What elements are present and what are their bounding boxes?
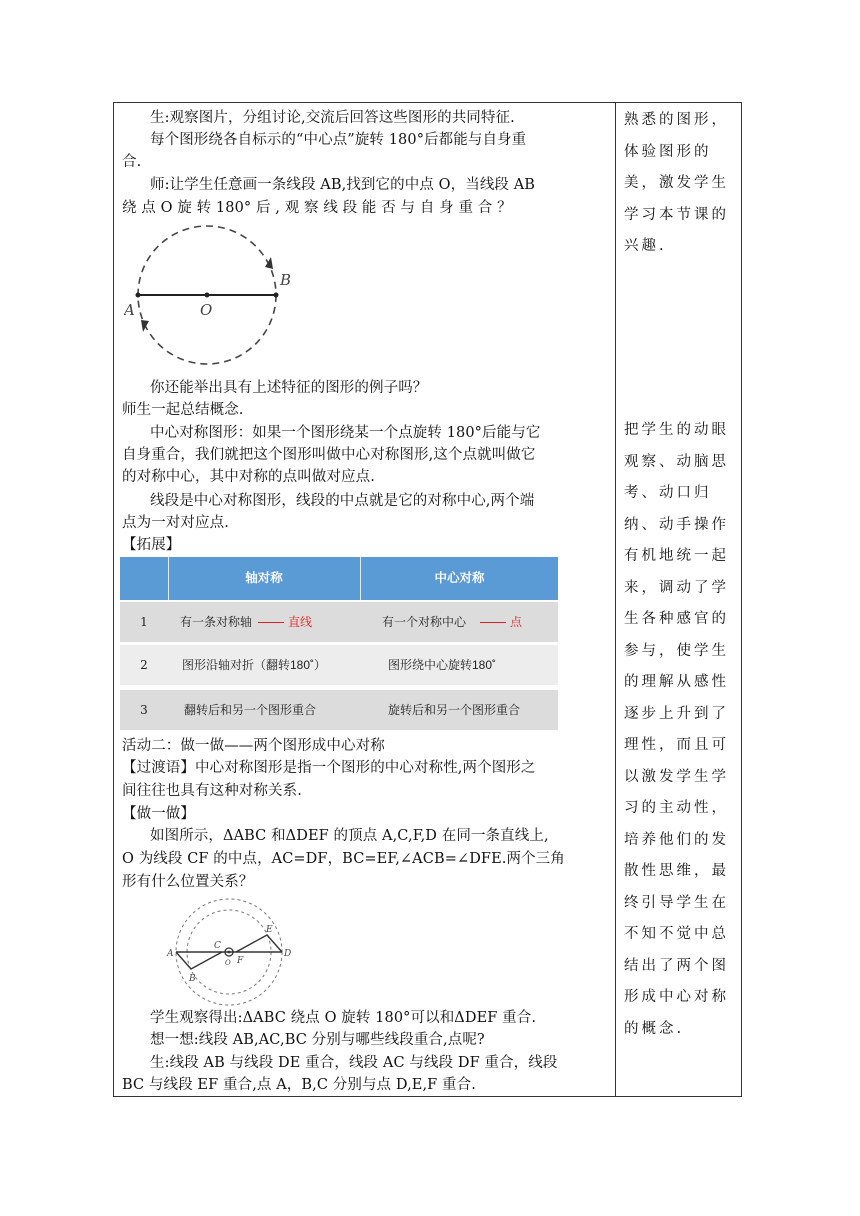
- paragraph: 自身重合，我们就把这个图形叫做中心对称图形,这个点就叫做它: [122, 447, 536, 463]
- paragraph: 间往往也具有这种对称关系.: [122, 783, 302, 799]
- notes-column: [616, 103, 742, 1096]
- table-row: 1 有一条对称轴 直线 有一个对称中心 点: [120, 602, 558, 642]
- paragraph: 中心对称图形：如果一个图形绕某一个点旋转 180°后能与它: [150, 425, 541, 441]
- paragraph: 每个图形绕各自标示的“中心点”旋转 180°后都能与自身重: [150, 132, 527, 148]
- header-axial: 轴对称: [245, 571, 283, 585]
- design-note: 把学生的动眼观察、动脑思考、动口归纳、动手操作有机地统一起来，调动了学生各种感官的参与，使学生的理解从感性逐步上升到了理性，而且可以激发学生学习的主动性，培养他们的发散性思维，最终引导学生在不知不觉中总结出了两个图形成中心对称的概念.: [624, 422, 729, 1037]
- section-heading: 【做一做】: [122, 806, 195, 822]
- lesson-table: [113, 102, 742, 1097]
- paragraph: 生:观察图片，分组讨论,交流后回答这些图形的共同特征.: [150, 110, 515, 126]
- svg-text:A: A: [167, 949, 174, 959]
- activity-heading: 活动二：做一做——两个图形成中心对称: [122, 738, 385, 754]
- point-a: [136, 293, 141, 298]
- arrow-bottom: [141, 320, 149, 332]
- paragraph: 【过渡语】中心对称图形是指一个图形的中心对称性,两个图形之: [122, 760, 536, 776]
- paragraph: 想一想:线段 AB,AC,BC 分别与哪些线段重合,点呢?: [150, 1032, 485, 1048]
- table-row: 3 翻转后和另一个图形重合 旋转后和另一个图形重合: [120, 690, 558, 730]
- triangles-figure: [166, 897, 296, 1007]
- paragraph: O 为线段 CF 的中点，AC=DF，BC=EF,∠ACB=∠DFE.两个三角: [122, 851, 565, 867]
- header-central: 中心对称: [434, 571, 485, 585]
- paragraph: 学生观察得出:ΔABC 绕点 O 旋转 180°可以和ΔDEF 重合.: [150, 1010, 537, 1026]
- paragraph: 师生一起总结概念.: [122, 402, 244, 418]
- paragraph: 线段是中心对称图形，线段的中点就是它的对称中心,两个端: [150, 493, 535, 509]
- point-o: [205, 293, 210, 298]
- paragraph: BC 与线段 EF 重合,点 A，B,C 分别与点 D,E,F 重合.: [122, 1077, 476, 1093]
- svg-text:E: E: [266, 925, 273, 935]
- section-heading: 【拓展】: [122, 537, 181, 553]
- table-row: 2 图形沿轴对折（翻转180˚） 图形绕中心旋转180˚: [120, 645, 558, 685]
- design-note: 熟悉的图形，体验图形的美，激发学生学习本节课的兴趣.: [624, 112, 729, 254]
- paragraph: 的对称中心，其中对称的点叫做对应点.: [122, 469, 375, 485]
- comparison-table: [120, 557, 558, 731]
- svg-text:C: C: [214, 941, 221, 951]
- svg-text:O: O: [225, 959, 231, 967]
- svg-text:D: D: [284, 949, 292, 959]
- content-column: [114, 103, 615, 1096]
- paragraph: 你还能举出具有上述特征的图形的例子吗？: [150, 380, 428, 396]
- paragraph: 如图所示，ΔABC 和ΔDEF 的顶点 A,C,F,D 在同一条直线上,: [150, 828, 549, 844]
- paragraph: 形有什么位置关系？: [122, 874, 254, 890]
- svg-text:F: F: [237, 956, 244, 966]
- paragraph: 生:线段 AB 与线段 DE 重合，线段 AC 与线段 DF 重合，线段: [150, 1055, 558, 1071]
- comparison-table-header: [120, 557, 558, 600]
- paragraph: 绕 点 O 旋 转 180° 后 , 观 察 线 段 能 否 与 自 身 重 合 ？: [122, 200, 512, 216]
- segment-rotation-figure: [124, 225, 314, 369]
- arrow-top: [265, 257, 273, 269]
- paragraph: 师:让学生任意画一条线段 AB,找到它的中点 O，当线段 AB: [150, 177, 536, 193]
- label-b: B: [280, 271, 292, 289]
- svg-text:B: B: [189, 974, 196, 984]
- paragraph: 合.: [122, 154, 142, 170]
- point-b: [274, 293, 279, 298]
- label-o: O: [200, 301, 213, 319]
- label-a: A: [124, 301, 135, 319]
- paragraph: 点为一对对应点.: [122, 515, 229, 531]
